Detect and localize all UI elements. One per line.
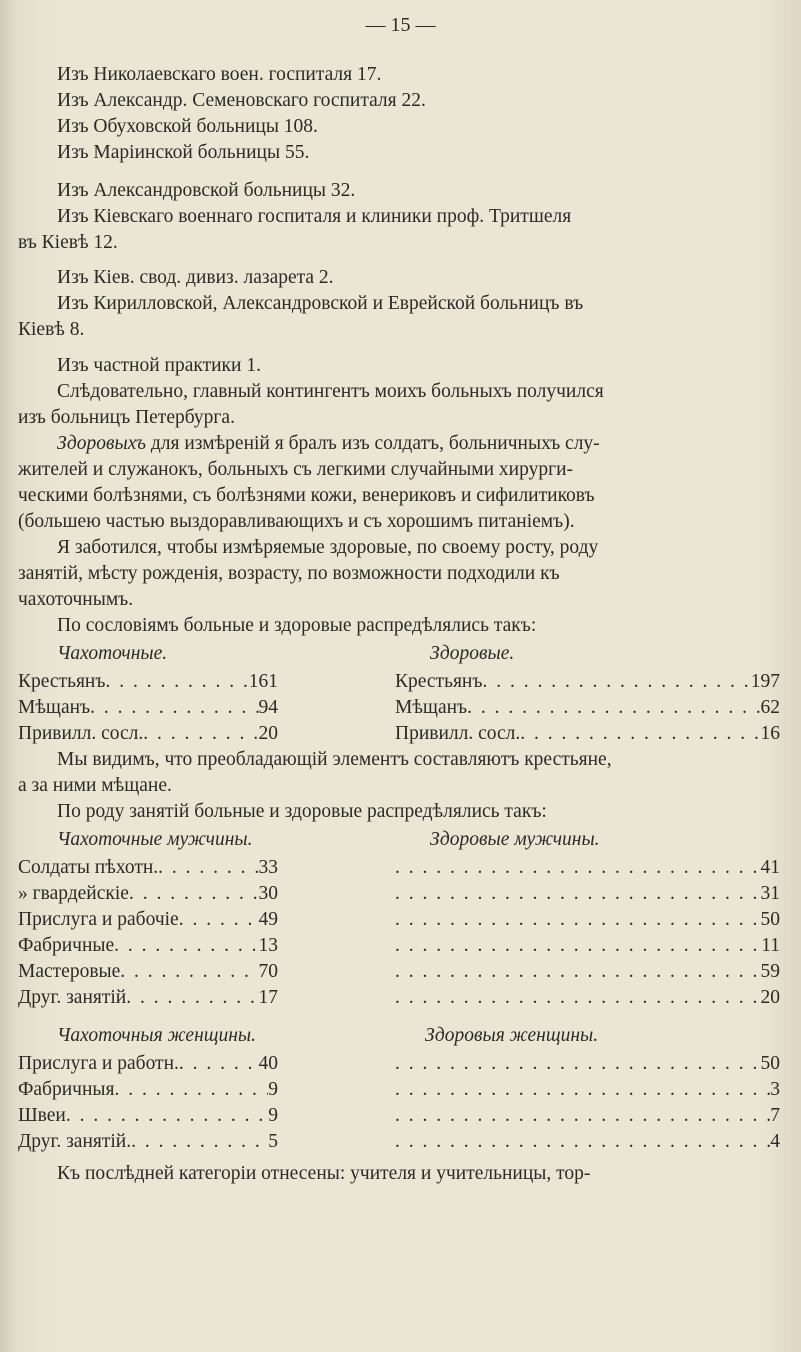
table2-left-header: Чахоточные мужчины. (57, 829, 253, 850)
text-line: Къ послѣдней категоріи отнесены: учителя и учительницы, тор- (57, 1163, 591, 1184)
table3-row-healthy: . . . 3 (395, 1077, 780, 1103)
table1-row-healthy: Мѣщанъ . . . 62 (395, 695, 780, 721)
table1-left-header: Чахоточные. (57, 643, 168, 664)
table1-row: Мѣщанъ . . . 94 (18, 695, 278, 721)
text-line: По роду занятій больные и здоровые распредѣлялись такъ: (57, 801, 547, 822)
table3-left-header: Чахоточныя женщины. (57, 1025, 256, 1046)
text-line: Изъ Александр. Семеновскаго госпиталя 22. (57, 90, 426, 111)
italic-word: Здоровыхъ (57, 433, 146, 454)
text-line: Здоровыхъ для измѣреній я бралъ изъ солдатъ, больничныхъ слу- (57, 433, 600, 454)
text-line: жителей и служанокъ, больныхъ съ легкими случайными хирурги- (18, 459, 574, 480)
table3-right-header: Здоровыя женщины. (425, 1025, 599, 1046)
text-line: Изъ частной практики 1. (57, 355, 261, 376)
table3-row-healthy: . . . 50 (395, 1051, 780, 1077)
text-line: Слѣдовательно, главный контингентъ моихъ больныхъ получился (57, 381, 604, 402)
table3-row: Фабричныя . . . 9 (18, 1077, 278, 1103)
table1-row-healthy: Привилл. сосл. . . . 16 (395, 721, 780, 747)
table1-row-healthy: Крестьянъ . . . 197 (395, 669, 780, 695)
table2-row: Фабричные . . . 13 (18, 933, 278, 959)
text-line: Изъ Кіев. свод. дивиз. лазарета 2. (57, 267, 334, 288)
text-line: По сословіямъ больные и здоровые распредѣлялись такъ: (57, 615, 537, 636)
table2-row: Прислуга и рабочіе . . . 49 (18, 907, 278, 933)
table3-row-healthy: . . . 7 (395, 1103, 780, 1129)
text-line: Изъ Николаевскаго воен. госпиталя 17. (57, 64, 382, 85)
table2-row: Друг. занятій . . . 17 (18, 985, 278, 1011)
table2-row: Солдаты пѣхотн. . . . 33 (18, 855, 278, 881)
text-line: Я заботился, чтобы измѣряемые здоровые, по своему росту, роду (57, 537, 599, 558)
text-line: ческими болѣзнями, съ болѣзнями кожи, венериковъ и сифилитиковъ (18, 485, 595, 506)
text-line: въ Кіевѣ 12. (18, 232, 118, 253)
table3-row: Швеи . . . 9 (18, 1103, 278, 1129)
text-line: Изъ Александровской больницы 32. (57, 180, 356, 201)
text-line: изъ больницъ Петербурга. (18, 407, 235, 428)
text-line: (большею частью выздоравливающихъ и съ хорошимъ питаніемъ). (18, 511, 575, 532)
text-line: Изъ Кіевскаго военнаго госпиталя и клиники проф. Тритшеля (57, 206, 572, 227)
table3-row: Друг. занятій. . . . 5 (18, 1129, 278, 1155)
table3-row-healthy: . . . 4 (395, 1129, 780, 1155)
page-number: — 15 — (365, 14, 436, 36)
table1-right-header: Здоровые. (430, 643, 515, 664)
table3-row: Прислуга и работн. . . . 40 (18, 1051, 278, 1077)
table2-row: Мастеровые . . . 70 (18, 959, 278, 985)
table2-row-healthy: . . . 50 (395, 907, 780, 933)
table2-row: » гвардейскіе . . . 30 (18, 881, 278, 907)
table2-row-healthy: . . . 11 (395, 933, 780, 959)
text-line: а за ними мѣщане. (18, 775, 172, 796)
text-line: Изъ Кирилловской, Александровской и Еврейской больницъ въ (57, 293, 584, 314)
table2-row-healthy: . . . 20 (395, 985, 780, 1011)
table2-row-healthy: . . . 41 (395, 855, 780, 881)
text-line: чахоточнымъ. (18, 589, 134, 610)
table1-row: Привилл. сосл. . . . 20 (18, 721, 278, 747)
text-line: Кіевѣ 8. (18, 319, 85, 340)
text-line: Изъ Маріинской больницы 55. (57, 142, 310, 163)
table2-row-healthy: . . . 31 (395, 881, 780, 907)
text-line: Мы видимъ, что преобладающій элементъ составляютъ крестьяне, (57, 749, 612, 770)
table2-right-header: Здоровые мужчины. (430, 829, 600, 850)
table2-row-healthy: . . . 59 (395, 959, 780, 985)
text-line: занятій, мѣсту рожденія, возрасту, по возможности подходили къ (18, 563, 560, 584)
text-line: Изъ Обуховской больницы 108. (57, 116, 318, 137)
table1-row: Крестьянъ . . . 161 (18, 669, 278, 695)
